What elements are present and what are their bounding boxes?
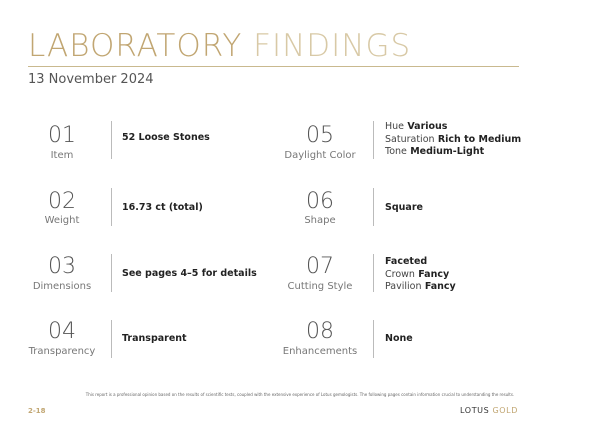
finding-value-lines: [385, 121, 521, 159]
finding-separator: [373, 121, 374, 159]
finding-label: Cutting Style: [287, 281, 353, 292]
line-value: Rich to Medium: [437, 133, 522, 145]
finding-value: Transparent: [122, 333, 187, 344]
finding-separator: [111, 254, 112, 292]
finding-label: Item: [50, 150, 74, 161]
finding-separator: [373, 188, 374, 226]
finding-number: 03: [48, 254, 76, 279]
hue-line: [385, 121, 521, 134]
finding-value-lines: [385, 256, 456, 294]
finding-value: Square: [385, 202, 423, 213]
line-value: Faceted: [385, 256, 428, 267]
tone-line: [385, 146, 521, 159]
finding-number: 06: [306, 189, 334, 214]
title-word-findings: FINDINGS: [253, 28, 412, 64]
line-key: Pavilion: [385, 281, 422, 292]
finding-number: 05: [306, 123, 334, 148]
finding-separator: [111, 121, 112, 159]
finding-label: Enhancements: [282, 346, 358, 357]
finding-label: Daylight Color: [284, 150, 356, 161]
finding-number: 08: [306, 319, 334, 344]
finding-label: Shape: [304, 215, 336, 226]
finding-number: 01: [48, 123, 76, 148]
finding-value: See pages 4–5 for details: [122, 268, 257, 279]
finding-label: Weight: [44, 215, 80, 226]
page-number: 2-18: [28, 407, 46, 415]
report-date: 13 November 2024: [28, 72, 154, 87]
finding-value: 16.73 ct (total): [122, 202, 203, 213]
brand-word-gold: GOLD: [492, 406, 518, 415]
saturation-line: [385, 134, 521, 147]
finding-number: 04: [48, 319, 76, 344]
finding-separator: [111, 320, 112, 358]
line-key: Tone: [385, 146, 407, 157]
line-value: Fancy: [418, 268, 450, 280]
line-key: Saturation: [385, 133, 435, 145]
brand-word-lotus: LOTUS: [460, 406, 490, 415]
line-key: Hue: [385, 121, 405, 132]
finding-value: None: [385, 333, 413, 344]
title-word-laboratory: LABORATORY: [28, 28, 243, 64]
finding-number: 07: [306, 254, 334, 279]
report-title: [28, 26, 411, 66]
finding-label: Transparency: [28, 346, 96, 357]
finding-separator: [373, 254, 374, 292]
title-divider: [28, 66, 519, 67]
line-key: Crown: [385, 268, 415, 280]
crown-line: [385, 269, 456, 282]
finding-label: Dimensions: [32, 281, 92, 292]
finding-value: 52 Loose Stones: [122, 132, 210, 143]
faceted-line: [385, 256, 456, 269]
finding-separator: [111, 188, 112, 226]
line-value: Fancy: [424, 281, 456, 292]
line-value: Various: [407, 121, 448, 132]
finding-number: 02: [48, 189, 76, 214]
pavilion-line: [385, 281, 456, 294]
disclaimer-note: This report is a professional opinion based on the results of scientific tests, coupled with the extensive experience of Lotus gemologists. The following pages contain information crucial to understanding the results.: [85, 392, 515, 397]
line-value: Medium-Light: [410, 146, 485, 157]
finding-separator: [373, 320, 374, 358]
brand-logo: [460, 406, 518, 415]
